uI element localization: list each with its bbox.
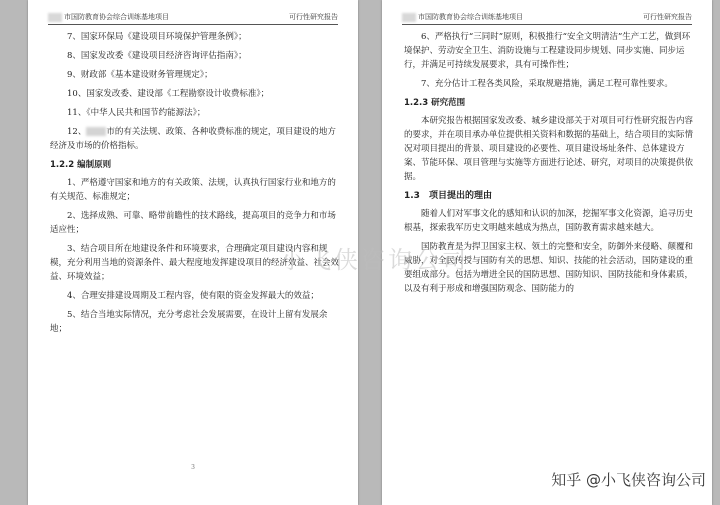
- list-item-text: 市的有关法规、政策、各种收费标准的规定，项目建设的地方经济及市场的价格指标。: [50, 127, 336, 151]
- redacted-mark: [48, 13, 62, 22]
- list-item: 10、国家发改委、建设部《工程勘察设计收费标准》；: [67, 89, 270, 99]
- page-header: [48, 10, 338, 25]
- page-header: [402, 10, 692, 25]
- scope-paragraph: 本研究报告根据国家发改委、城乡建设部关于对项目可行性研究报告内容的要求，并在项目承办单位提供相关资料和数据的基础上，结合项目的实际情况对项目提出的背景、项目建设的必要性、项目建设场址条件、总体建设方案、节能环保、项目管理与实施等方面进行论述、研究，对项目的决策提供依据。: [404, 116, 694, 182]
- principle-item: 7、充分估计工程各类风险，采取规避措施，满足工程可靠性要求。: [421, 79, 673, 89]
- zhihu-credit: 知乎 @小飞侠咨询公司: [551, 471, 706, 489]
- principle-item: 1、严格遵守国家和地方的有关政策、法规，认真执行国家行业和地方的有关规范、标准规定；: [50, 178, 336, 202]
- list-item: 7、国家环保局《建设项目环境保护管理条例》；: [67, 32, 247, 42]
- header-title: 市国防教育协会综合训练基地项目: [418, 13, 523, 21]
- principle-item: 2、选择成熟、可靠、略带前瞻性的技术路线，提高项目的竞争力和市场适应性；: [50, 211, 336, 235]
- principle-item: 5、结合当地实际情况，充分考虑社会发展需要，在设计上留有发展余地；: [50, 310, 328, 334]
- page-number: 3: [191, 464, 195, 471]
- section-heading: 1.3 项目提出的理由: [404, 191, 492, 201]
- header-title: 市国防教育协会综合训练基地项目: [64, 13, 169, 21]
- left-page-body: [50, 30, 340, 341]
- list-item-12: [50, 125, 340, 153]
- body-paragraph: 随着人们对军事文化的感知和认识的加深，挖掘军事文化资源，追寻历史根基，探索我军历史文明越来越成为热点，国防教育需求越来越大。: [404, 209, 694, 233]
- header-doc-type: 可行性研究报告: [643, 13, 692, 21]
- principle-item: 6、严格执行“三同时”原则，积极推行“安全文明清洁”生产工艺，做到环境保护、劳动安全卫生、消防设施与工程建设同步规划、同步实施、同步运行，并满足可持续发展要求，具有可操作性；: [404, 32, 691, 70]
- watermark: 小飞侠咨询公司: [280, 246, 469, 274]
- principle-item: 4、合理安排建设周期及工程内容，使有限的资金发挥最大的效益；: [67, 291, 319, 301]
- redacted-mark: [86, 127, 106, 136]
- redacted-mark: [402, 13, 416, 22]
- section-heading: 1.2.2 编制原则: [50, 160, 112, 170]
- list-item-prefix: 12、: [67, 127, 87, 137]
- section-heading: 1.2.3 研究范围: [404, 98, 466, 108]
- list-item: 8、国家发改委《建设项目经济咨询评估指南》；: [67, 51, 247, 61]
- principle-item: 3、结合项目所在地建设条件和环境要求，合理确定项目建设内容和规模，充分利用当地的资源条件、最大程度地发挥建设项目的经济效益、社会效益、环境效益；: [50, 244, 340, 282]
- list-item: 11、《中华人民共和国节约能源法》；: [67, 108, 206, 118]
- header-doc-type: 可行性研究报告: [289, 13, 338, 21]
- body-paragraph: 国防教育是为捍卫国家主权、领土的完整和安全，防御外来侵略、颠覆和威胁，对全民传授与国防有关的思想、知识、技能的社会活动，国防建设的重要组成部分。包括为增进全民的国防思想、国防知识、国防技能和身体素质，以及有利于形成和增强国防观念、国防能力的: [404, 242, 694, 294]
- list-item: 9、财政部《基本建设财务管理规定》；: [67, 70, 213, 80]
